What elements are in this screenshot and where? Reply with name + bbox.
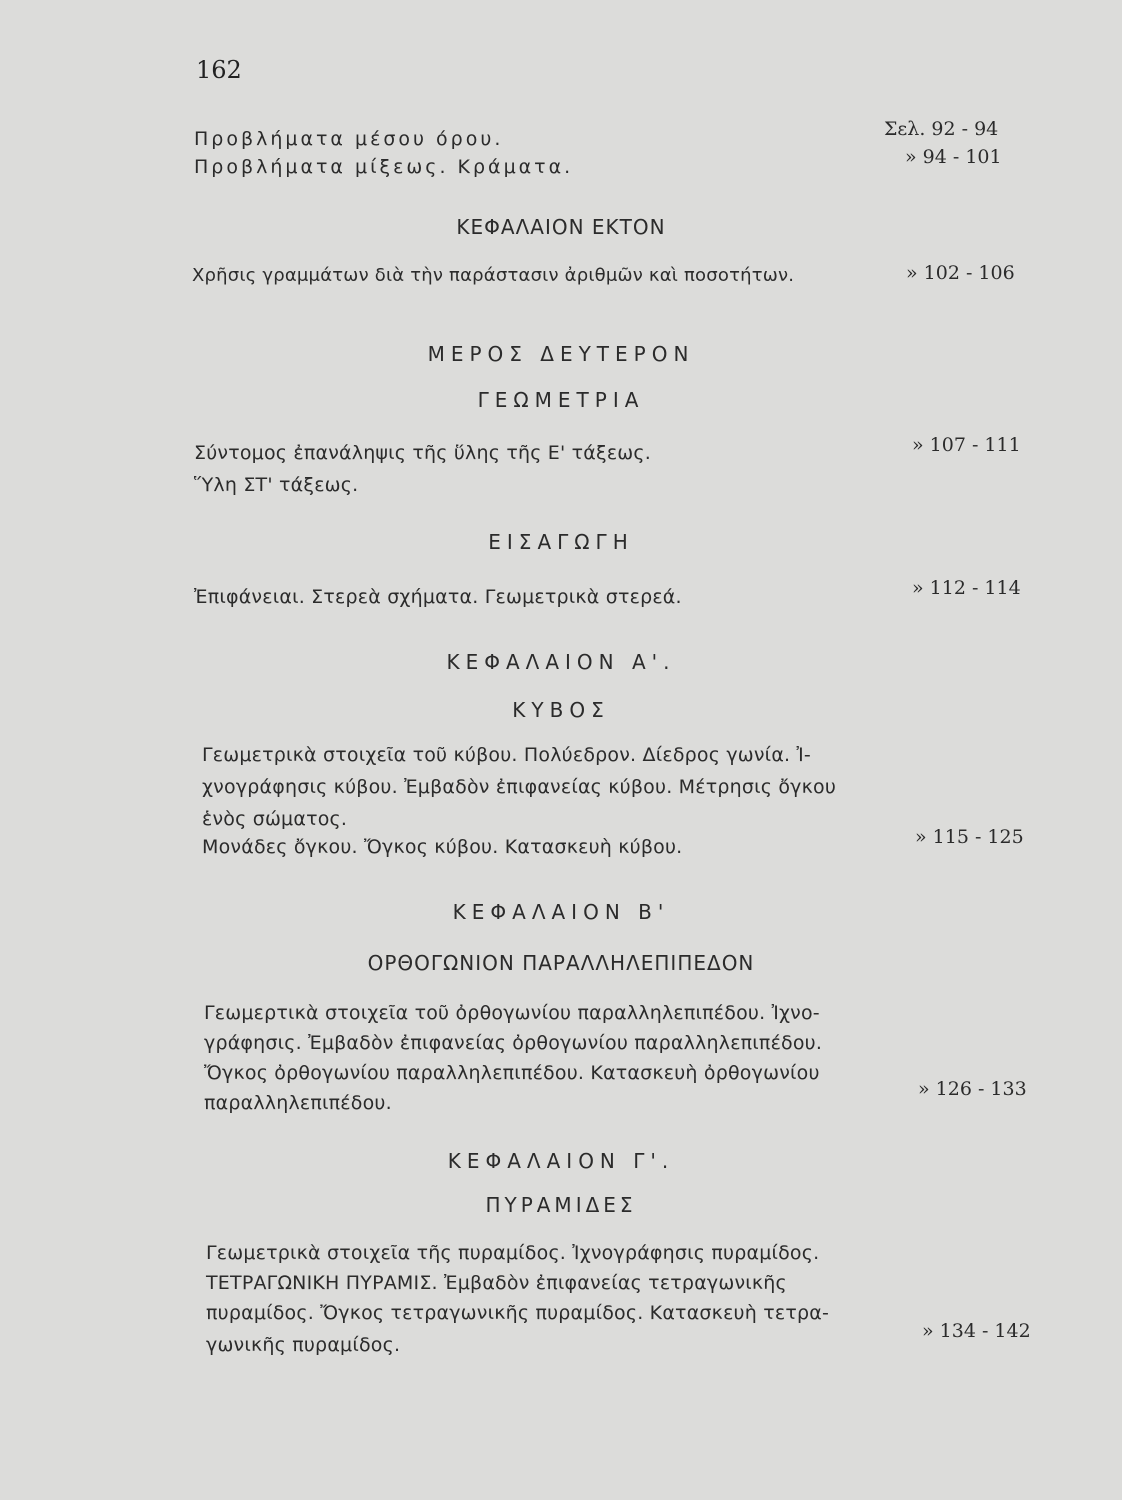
toc-line: παραλληλεπιπέδου. <box>204 1092 392 1114</box>
toc-line: Σύντομος ἐπανάληψις τῆς ὕλης τῆς Ε' τάξεως. <box>194 442 652 464</box>
page-range: » 126 - 133 <box>918 1078 1027 1100</box>
toc-line: ΤΕΤΡΑΓΩΝΙΚΗ ΠΥΡΑΜΙΣ. Ἐμβαδὸν ἐπιφανείας τετραγωνικῆς <box>206 1272 787 1294</box>
toc-line: Προβλήματα μέσου όρου. <box>194 128 504 150</box>
page-range: » 115 - 125 <box>915 826 1024 848</box>
page-range: Σελ. 92 - 94 <box>884 118 999 140</box>
toc-line: Γεωμετρικὰ στοιχεῖα τοῦ κύβου. Πολύεδρον. Δίεδρος γωνία. Ἰ- <box>202 744 811 766</box>
chapter-title: ΠΥΡΑΜΙΔΕΣ <box>485 1193 637 1217</box>
chapter-title: ΟΡΘΟΓΩΝΙΟΝ ΠΑΡΑΛΛΗΛΕΠΙΠΕΔΟΝ <box>367 951 755 975</box>
toc-line: Μονάδες ὄγκου. Ὄγκος κύβου. Κατασκευὴ κύβου. <box>202 836 683 858</box>
subject-heading: ΓΕΩΜΕΤΡΙΑ <box>477 388 645 412</box>
toc-line: Ἐπιφάνειαι. Στερεὰ σχήματα. Γεωμετρικὰ στερεά. <box>194 586 682 608</box>
section-heading: ΕΙΣΑΓΩΓΗ <box>488 530 634 554</box>
toc-line: Γεωμερτικὰ στοιχεῖα τοῦ ὀρθογωνίου παραλληλεπιπέδου. Ἰχνο- <box>204 1002 820 1024</box>
toc-line: γωνικῆς πυραμίδος. <box>206 1334 401 1356</box>
chapter-heading: ΚΕΦΑΛΑΙΟΝ Β' <box>452 900 670 924</box>
toc-line: γράφησις. Ἐμβαδὸν ἐπιφανείας ὀρθογωνίου παραλληλεπιπέδου. <box>204 1032 823 1054</box>
toc-line: ἑνὸς σώματος. <box>202 808 348 830</box>
chapter-heading: ΚΕΦΑΛΑΙΟΝ Γ'. <box>447 1149 675 1173</box>
toc-line: Ὄγκος ὀρθογωνίου παραλληλεπιπέδου. Κατασκευὴ ὀρθογωνίου <box>204 1062 820 1084</box>
part-heading: ΜΕΡΟΣ ΔΕΥΤΕΡΟΝ <box>427 342 695 366</box>
chapter-heading: ΚΕΦΑΛΑΙΟΝ Α'. <box>446 650 676 674</box>
toc-line: Γεωμετρικὰ στοιχεῖα τῆς πυραμίδος. Ἰχνογράφησις πυραμίδος. <box>206 1242 820 1264</box>
chapter-heading: ΚΕΦΑΛΑΙΟΝ ΕΚΤΟΝ <box>456 215 666 239</box>
page-range: » 134 - 142 <box>922 1320 1031 1342</box>
page-range: » 107 - 111 <box>912 434 1021 456</box>
toc-line: Προβλήματα μίξεως. Κράματα. <box>194 156 574 178</box>
toc-line: Χρῆσις γραμμάτων διὰ τὴν παράστασιν ἀριθμῶν καὶ ποσοτήτων. <box>192 265 795 286</box>
page-range: » 102 - 106 <box>906 262 1015 284</box>
toc-line: πυραμίδος. Ὄγκος τετραγωνικῆς πυραμίδος. Κατασκευὴ τετρα- <box>206 1302 829 1324</box>
toc-line: Ὕλη ΣΤ' τάξεως. <box>194 474 359 496</box>
toc-line: χνογράφησις κύβου. Ἐμβαδὸν ἐπιφανείας κύβου. Μέτρησις ὄγκου <box>202 776 837 798</box>
chapter-title: ΚΥΒΟΣ <box>512 698 610 722</box>
page-range: » 94 - 101 <box>905 146 1002 168</box>
page-range: » 112 - 114 <box>912 577 1021 599</box>
page-number: 162 <box>196 56 242 84</box>
